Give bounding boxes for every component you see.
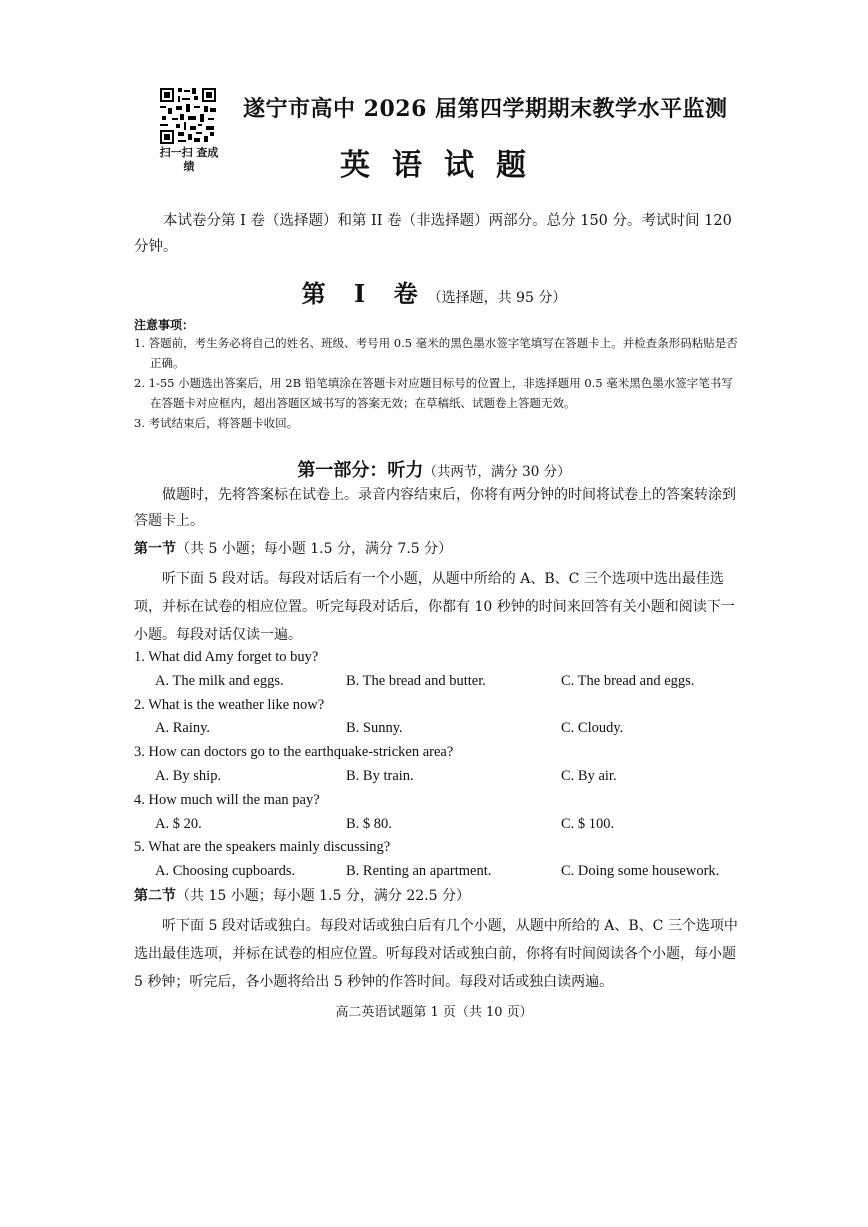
volume-title: 第 I 卷 (301, 279, 428, 308)
section1-title: 第一节 (134, 541, 176, 557)
intro-text: 本试卷分第 I 卷（选择题）和第 II 卷（非选择题）两部分。总分 150 分。考试时间 120 分钟。 (134, 213, 732, 255)
part1-heading (0, 456, 868, 482)
option-a: A. The milk and eggs. (155, 673, 284, 689)
section1-subtitle: （共 5 小题；每小题 1.5 分，满分 7.5 分） (176, 541, 453, 557)
section1-instruction: 听下面 5 段对话。每段对话后有一个小题，从题中所给的 A、B、C 三个选项中选出最佳选项，并标在试卷的相应位置。听完每段对话后，你都有 10 秒钟的时间来回答有关小题和阅读下一小题。每段对话仅读一遍。 (134, 571, 735, 643)
part1-instruction: 做题时，先将答案标在试卷上。录音内容结束后，你将有两分钟的时间将试卷上的答案转涂到答题卡上。 (134, 487, 736, 529)
option-b: B. Sunny. (346, 720, 403, 736)
note-item: 3. 考试结束后，将答题卡收回。 (134, 416, 299, 430)
note-item: 1. 答题前，考生务必将自己的姓名、班级、考号用 0.5 毫米的黑色墨水签字笔填写在答题卡上。并检查条形码粘贴是否正确。 (134, 336, 738, 370)
part1-title: 第一部分：听力 (297, 460, 424, 481)
note-item: 2. 1-55 小题选出答案后，用 2B 铅笔填涂在答题卡对应题目标号的位置上，非选择题用 0.5 毫米黑色墨水签字笔书写在答题卡对应框内，超出答题区域书写的答案无效；在草稿纸、试题卷上答题无效。 (134, 376, 733, 410)
section2-subtitle: （共 15 小题；每小题 1.5 分，满分 22.5 分） (176, 888, 470, 904)
exam-title: 遂宁市高中 2026 届第四学期期末教学水平监测 (243, 96, 728, 122)
qr-caption: 扫一扫 查成绩 (159, 146, 219, 173)
subject-title: 英语试题 (340, 148, 548, 183)
option-c: C. By air. (561, 768, 617, 784)
option-b: B. By train. (346, 768, 414, 784)
qr-code-icon (160, 88, 216, 144)
qr-code[interactable] (160, 88, 216, 144)
option-b: B. $ 80. (346, 816, 392, 832)
option-a: A. $ 20. (155, 816, 202, 832)
question-text: 1. What did Amy forget to buy? (134, 649, 319, 665)
page-footer: 高二英语试题第 1 页（共 10 页） (335, 1005, 533, 1020)
question-text: 4. How much will the man pay? (134, 792, 320, 808)
question-text: 2. What is the weather like now? (134, 697, 325, 713)
option-c: C. $ 100. (561, 816, 615, 832)
notes-title: 注意事项： (134, 318, 195, 332)
question-text: 3. How can doctors go to the earthquake-stricken area? (134, 744, 454, 760)
option-a: A. Rainy. (155, 720, 211, 736)
volume-heading (0, 274, 868, 309)
option-c: C. Cloudy. (561, 720, 624, 736)
part1-subtitle: （共两节，满分 30 分） (423, 464, 571, 480)
option-a: A. By ship. (155, 768, 222, 784)
option-b: B. The bread and butter. (346, 673, 486, 689)
option-c: C. The bread and eggs. (561, 673, 695, 689)
section2-heading (134, 885, 470, 905)
volume-subtitle: （选择题，共 95 分） (427, 290, 567, 306)
question-text: 5. What are the speakers mainly discussing? (134, 839, 391, 855)
option-a: A. Choosing cupboards. (155, 863, 296, 879)
option-b: B. Renting an apartment. (346, 863, 492, 879)
option-c: C. Doing some housework. (561, 863, 720, 879)
section2-title: 第二节 (134, 888, 176, 904)
section2-instruction: 听下面 5 段对话或独白。每段对话或独白后有几个小题，从题中所给的 A、B、C 三个选项中选出最佳选项，并标在试卷的相应位置。听每段对话或独白前，你将有时间阅读各个小题，每小题 5 秒钟；听完后，各小题将给出 5 秒钟的作答时间。每段对话或独白读两遍。 (134, 918, 738, 990)
section1-heading (134, 538, 452, 558)
